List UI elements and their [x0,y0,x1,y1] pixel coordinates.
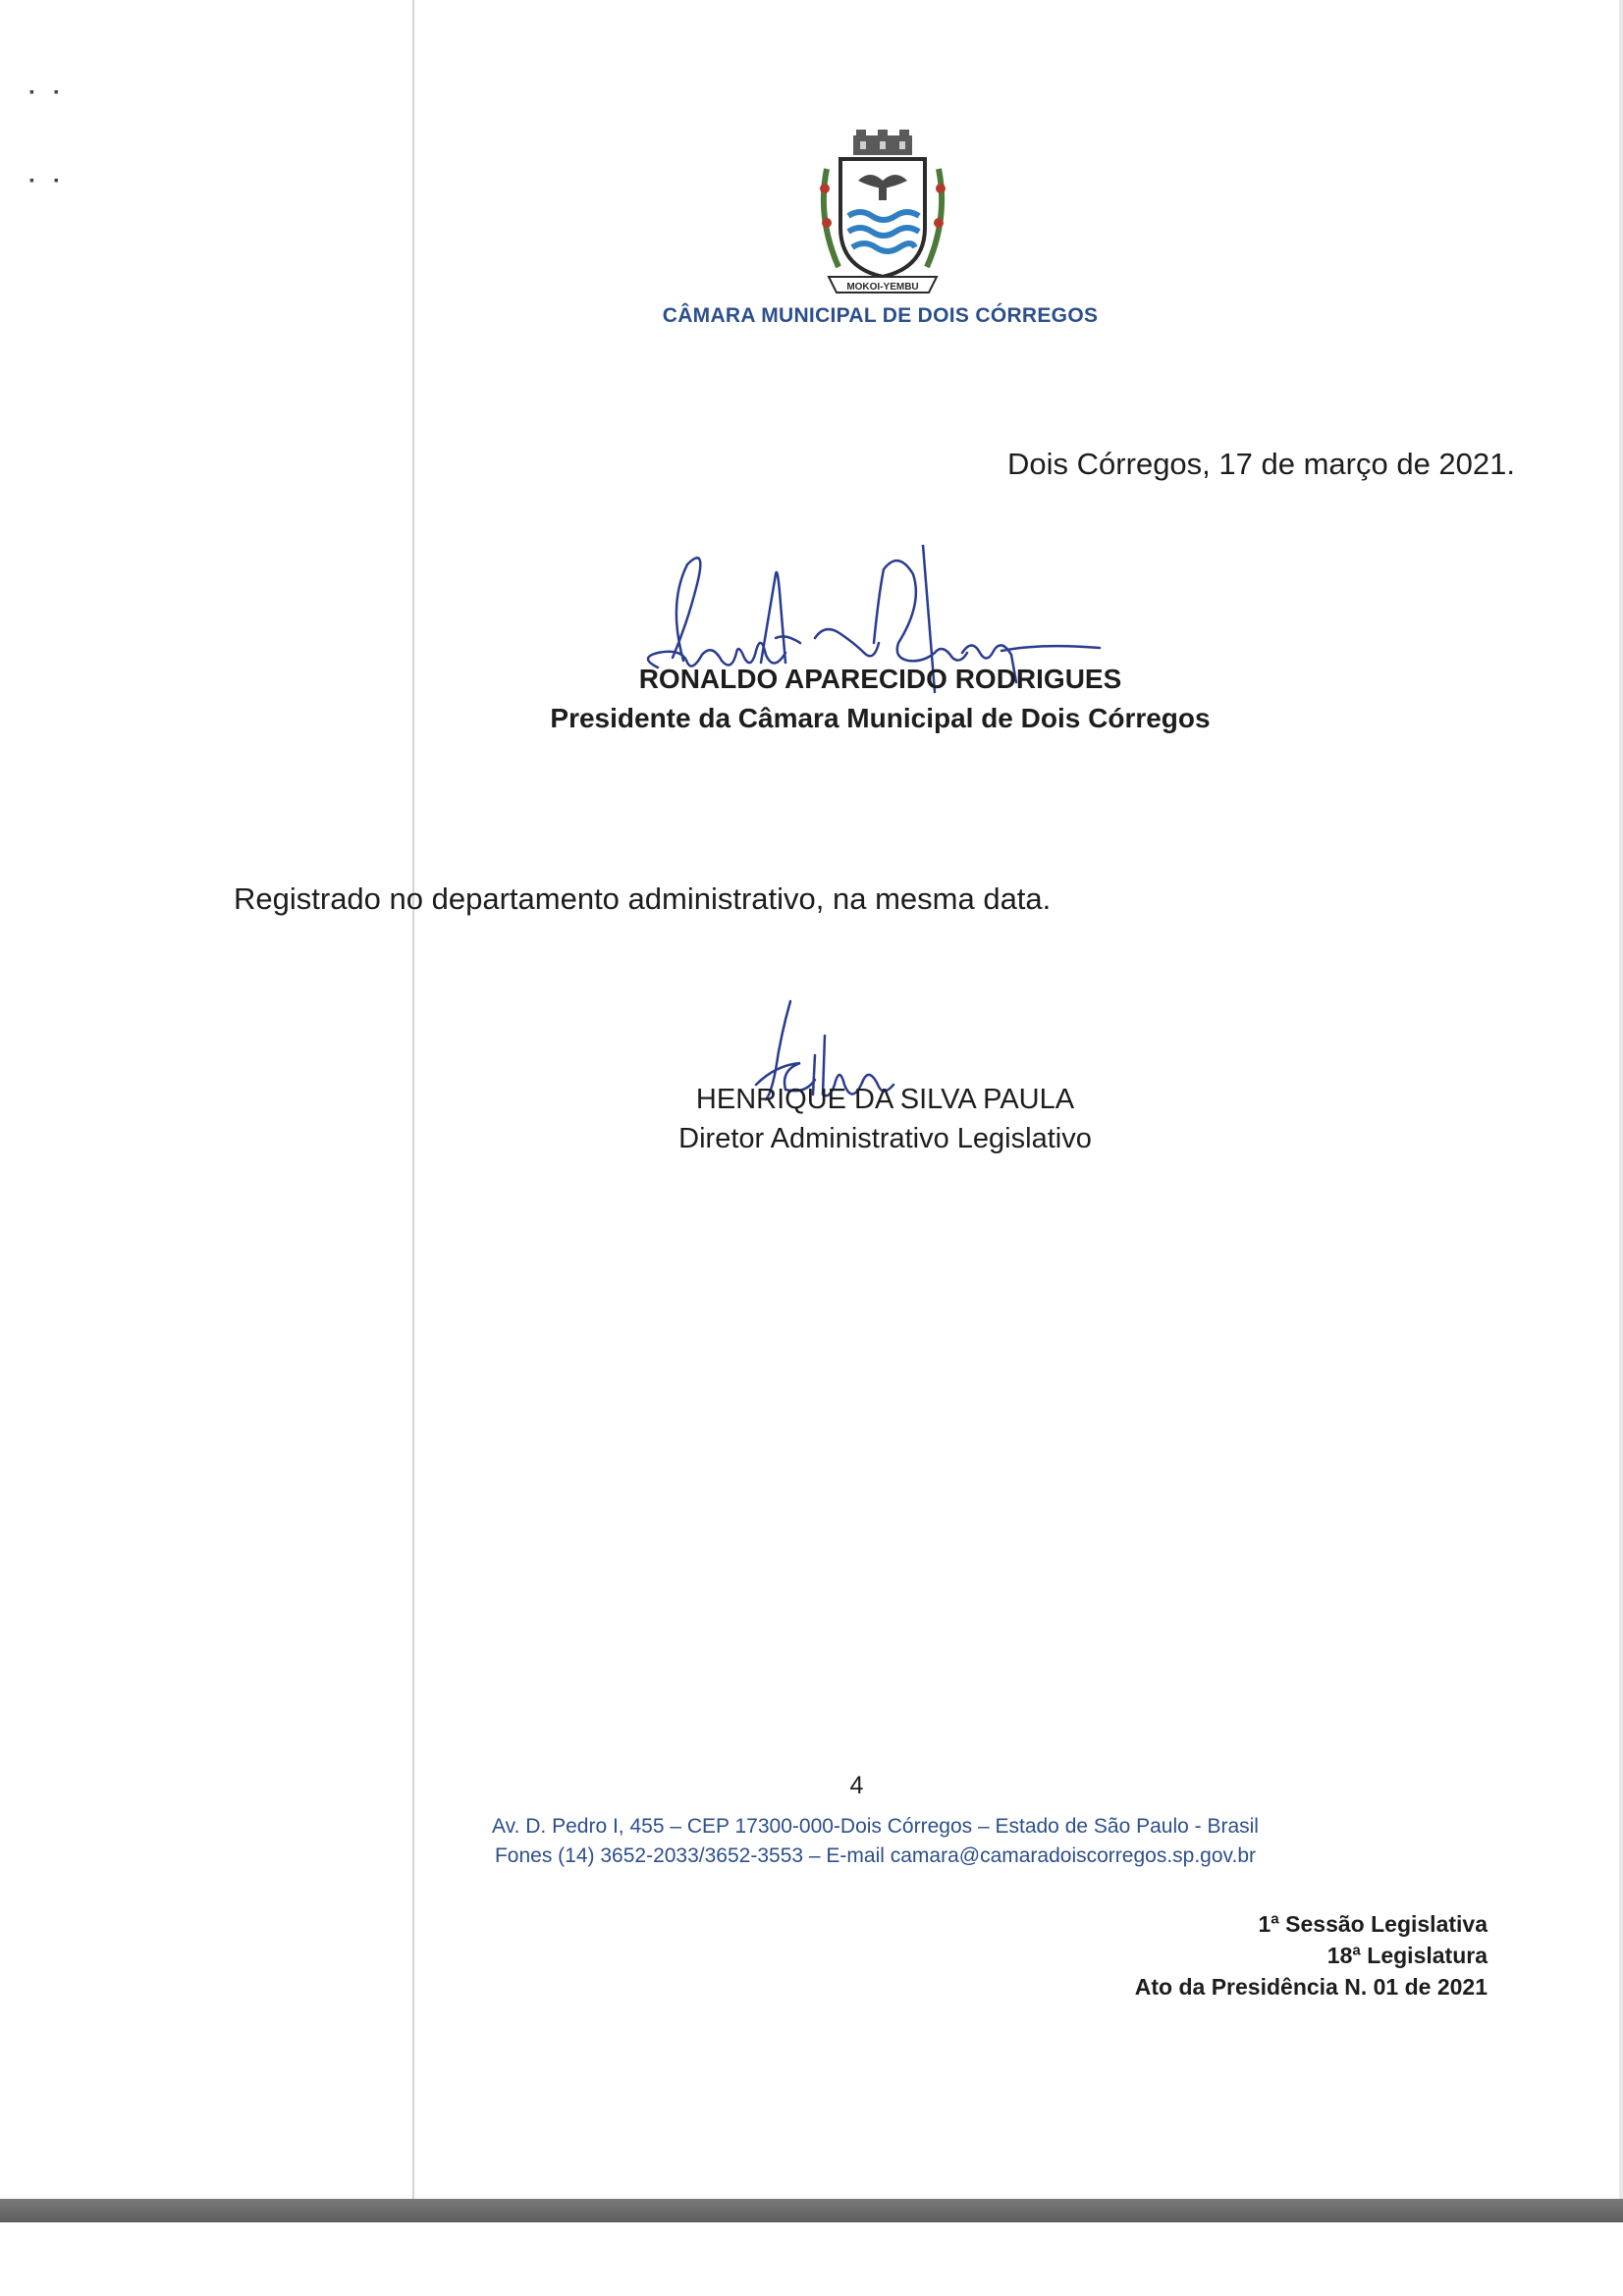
page-number: 4 [849,1772,864,1799]
organization-name: CÂMARA MUNICIPAL DE DOIS CÓRREGOS [662,304,1099,327]
director-role: Diretor Administrativo Legislativo [678,1123,1092,1154]
footer-contact: Fones (14) 3652-2033/3652-3553 – E-mail camara@camaradoiscorregos.sp.gov.br [494,1844,1256,1867]
footer-address: Av. D. Pedro I, 455 – CEP 17300-000-Dois Córregos – Estado de São Paulo - Brasil [492,1815,1259,1838]
session-label: 1ª Sessão Legislativa [1258,1911,1488,1937]
municipal-crest-logo [809,130,956,301]
document-date: Dois Córregos, 17 de março de 2021. [1007,447,1515,481]
president-role: Presidente da Câmara Municipal de Dois Córregos [550,703,1211,733]
footer-contact-block [0,1812,1623,1871]
scan-bottom-shadow [0,2199,1623,2222]
legislature-label: 18ª Legislatura [1326,1943,1488,1968]
director-signature-block [0,1080,1623,1158]
director-name: HENRIQUE DA SILVA PAULA [695,1084,1075,1115]
president-signature-block [0,660,1623,738]
president-name: RONALDO APARECIDO RODRIGUES [638,664,1122,694]
session-info-block [1135,1908,1488,2002]
registration-note: Registrado no departamento administrativo, na mesma data. [234,881,1052,916]
svg-text:MOKOI-YEMBU: MOKOI-YEMBU [846,282,919,293]
act-label: Ato da Presidência N. 01 de 2021 [1134,1974,1488,2000]
scan-artifact-dots: ▪ ▪ ▪ ▪ [29,83,67,187]
